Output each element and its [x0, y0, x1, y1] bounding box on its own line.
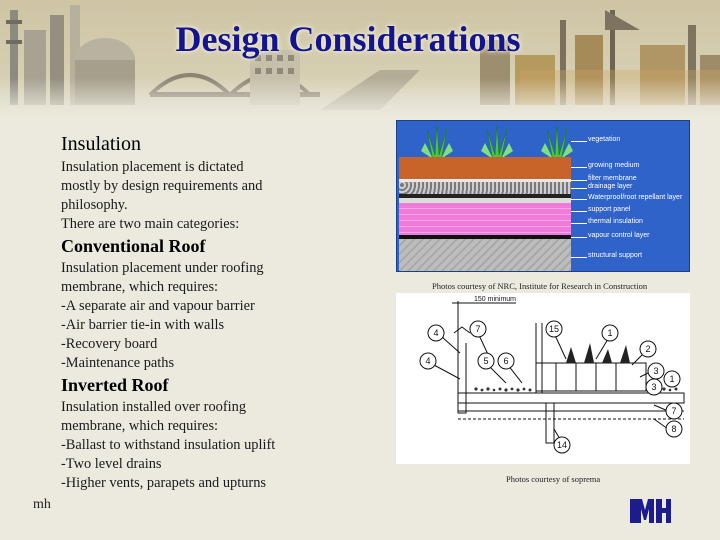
text-line: -Air barrier tie-in with walls: [61, 317, 225, 333]
text-line: Insulation installed over roofing: [61, 399, 247, 415]
structural-support-layer: [399, 239, 571, 271]
leader-line: [571, 199, 587, 200]
drainage-layer: [399, 182, 571, 194]
callout-label: 7: [475, 324, 481, 334]
banner-fade: [0, 78, 720, 118]
callout-label: 5: [483, 356, 489, 366]
callout-label: 4: [433, 328, 439, 338]
text-line: mostly by design requirements and: [61, 178, 263, 194]
text-line: -Two level drains: [61, 456, 162, 472]
slide-title: Design Considerations: [175, 19, 521, 59]
callout-label: 1: [669, 374, 675, 384]
leader-line: [571, 211, 587, 212]
detail-line-drawing: [396, 293, 690, 464]
text-line: -Recovery board: [61, 336, 158, 352]
mh-logo: [628, 496, 672, 526]
paragraph-inverted-roof: [61, 398, 361, 493]
photo-credit-soprema: Photos courtesy of soprema: [506, 474, 601, 484]
layer-label-thermal-insulation: thermal insulation: [588, 218, 643, 225]
leader-line: [571, 180, 587, 181]
layer-label-support-panel: support panel: [588, 206, 631, 213]
callout-label: 7: [671, 406, 677, 416]
layer-label-vapour-control: vapour control layer: [588, 232, 650, 239]
callout-label: 6: [503, 356, 509, 366]
text-line: -Ballast to withstand insulation uplift: [61, 437, 276, 453]
paragraph-insulation: [61, 158, 361, 234]
layer-label-growing-medium: growing medium: [588, 162, 640, 169]
header-banner: [0, 0, 720, 118]
heading-inverted-roof: Inverted Roof: [61, 375, 169, 395]
layer-label-drainage: drainage layer: [588, 183, 633, 190]
layer-label-waterproof: Waterproof/root repellant layer: [588, 194, 683, 201]
dimension-label: 150 minimum: [474, 296, 517, 303]
callout-label: 14: [556, 440, 568, 450]
text-line: -A separate air and vapour barrier: [61, 298, 255, 314]
callout-label: 15: [548, 324, 560, 334]
callout-label: 3: [653, 366, 659, 376]
photo-credit-nrc: Photos courtesy of NRC, Institute for Research in Construction: [432, 281, 648, 291]
thermal-insulation-layer: [399, 203, 571, 235]
green-roof-layers-figure: [396, 120, 690, 272]
text-line: Insulation placement is dictated: [61, 159, 244, 175]
layer-label-vegetation: vegetation: [588, 136, 621, 143]
callout-label: 8: [671, 424, 677, 434]
text-line: membrane, which requires:: [61, 279, 219, 295]
heading-insulation: Insulation: [61, 133, 141, 155]
roof-detail-drawing: [396, 293, 690, 464]
leader-line: [571, 257, 587, 258]
text-line: membrane, which requires:: [61, 418, 219, 434]
growing-medium-layer: [399, 157, 571, 179]
text-line: -Higher vents, parapets and upturns: [61, 475, 267, 491]
text-line: -Maintenance paths: [61, 355, 175, 371]
leader-line: [571, 237, 587, 238]
author-mark: mh: [33, 497, 51, 512]
leader-line: [571, 188, 587, 189]
text-line: philosophy.: [61, 197, 128, 213]
callout-label: 4: [425, 356, 431, 366]
text-line: There are two main categories:: [61, 216, 240, 232]
layer-label-structural-support: structural support: [588, 252, 643, 259]
leader-line: [571, 167, 587, 168]
paragraph-conventional-roof: [61, 259, 361, 373]
leader-line: [571, 141, 587, 142]
text-line: Insulation placement under roofing: [61, 260, 264, 276]
callout-label: 1: [607, 328, 613, 338]
callout-label: 2: [645, 344, 651, 354]
heading-conventional-roof: Conventional Roof: [61, 236, 206, 256]
leader-line: [571, 223, 587, 224]
callout-label: 3: [651, 382, 657, 392]
logo-text: MH: [628, 496, 630, 497]
layer-label-filter-membrane: filter membrane: [588, 175, 637, 182]
